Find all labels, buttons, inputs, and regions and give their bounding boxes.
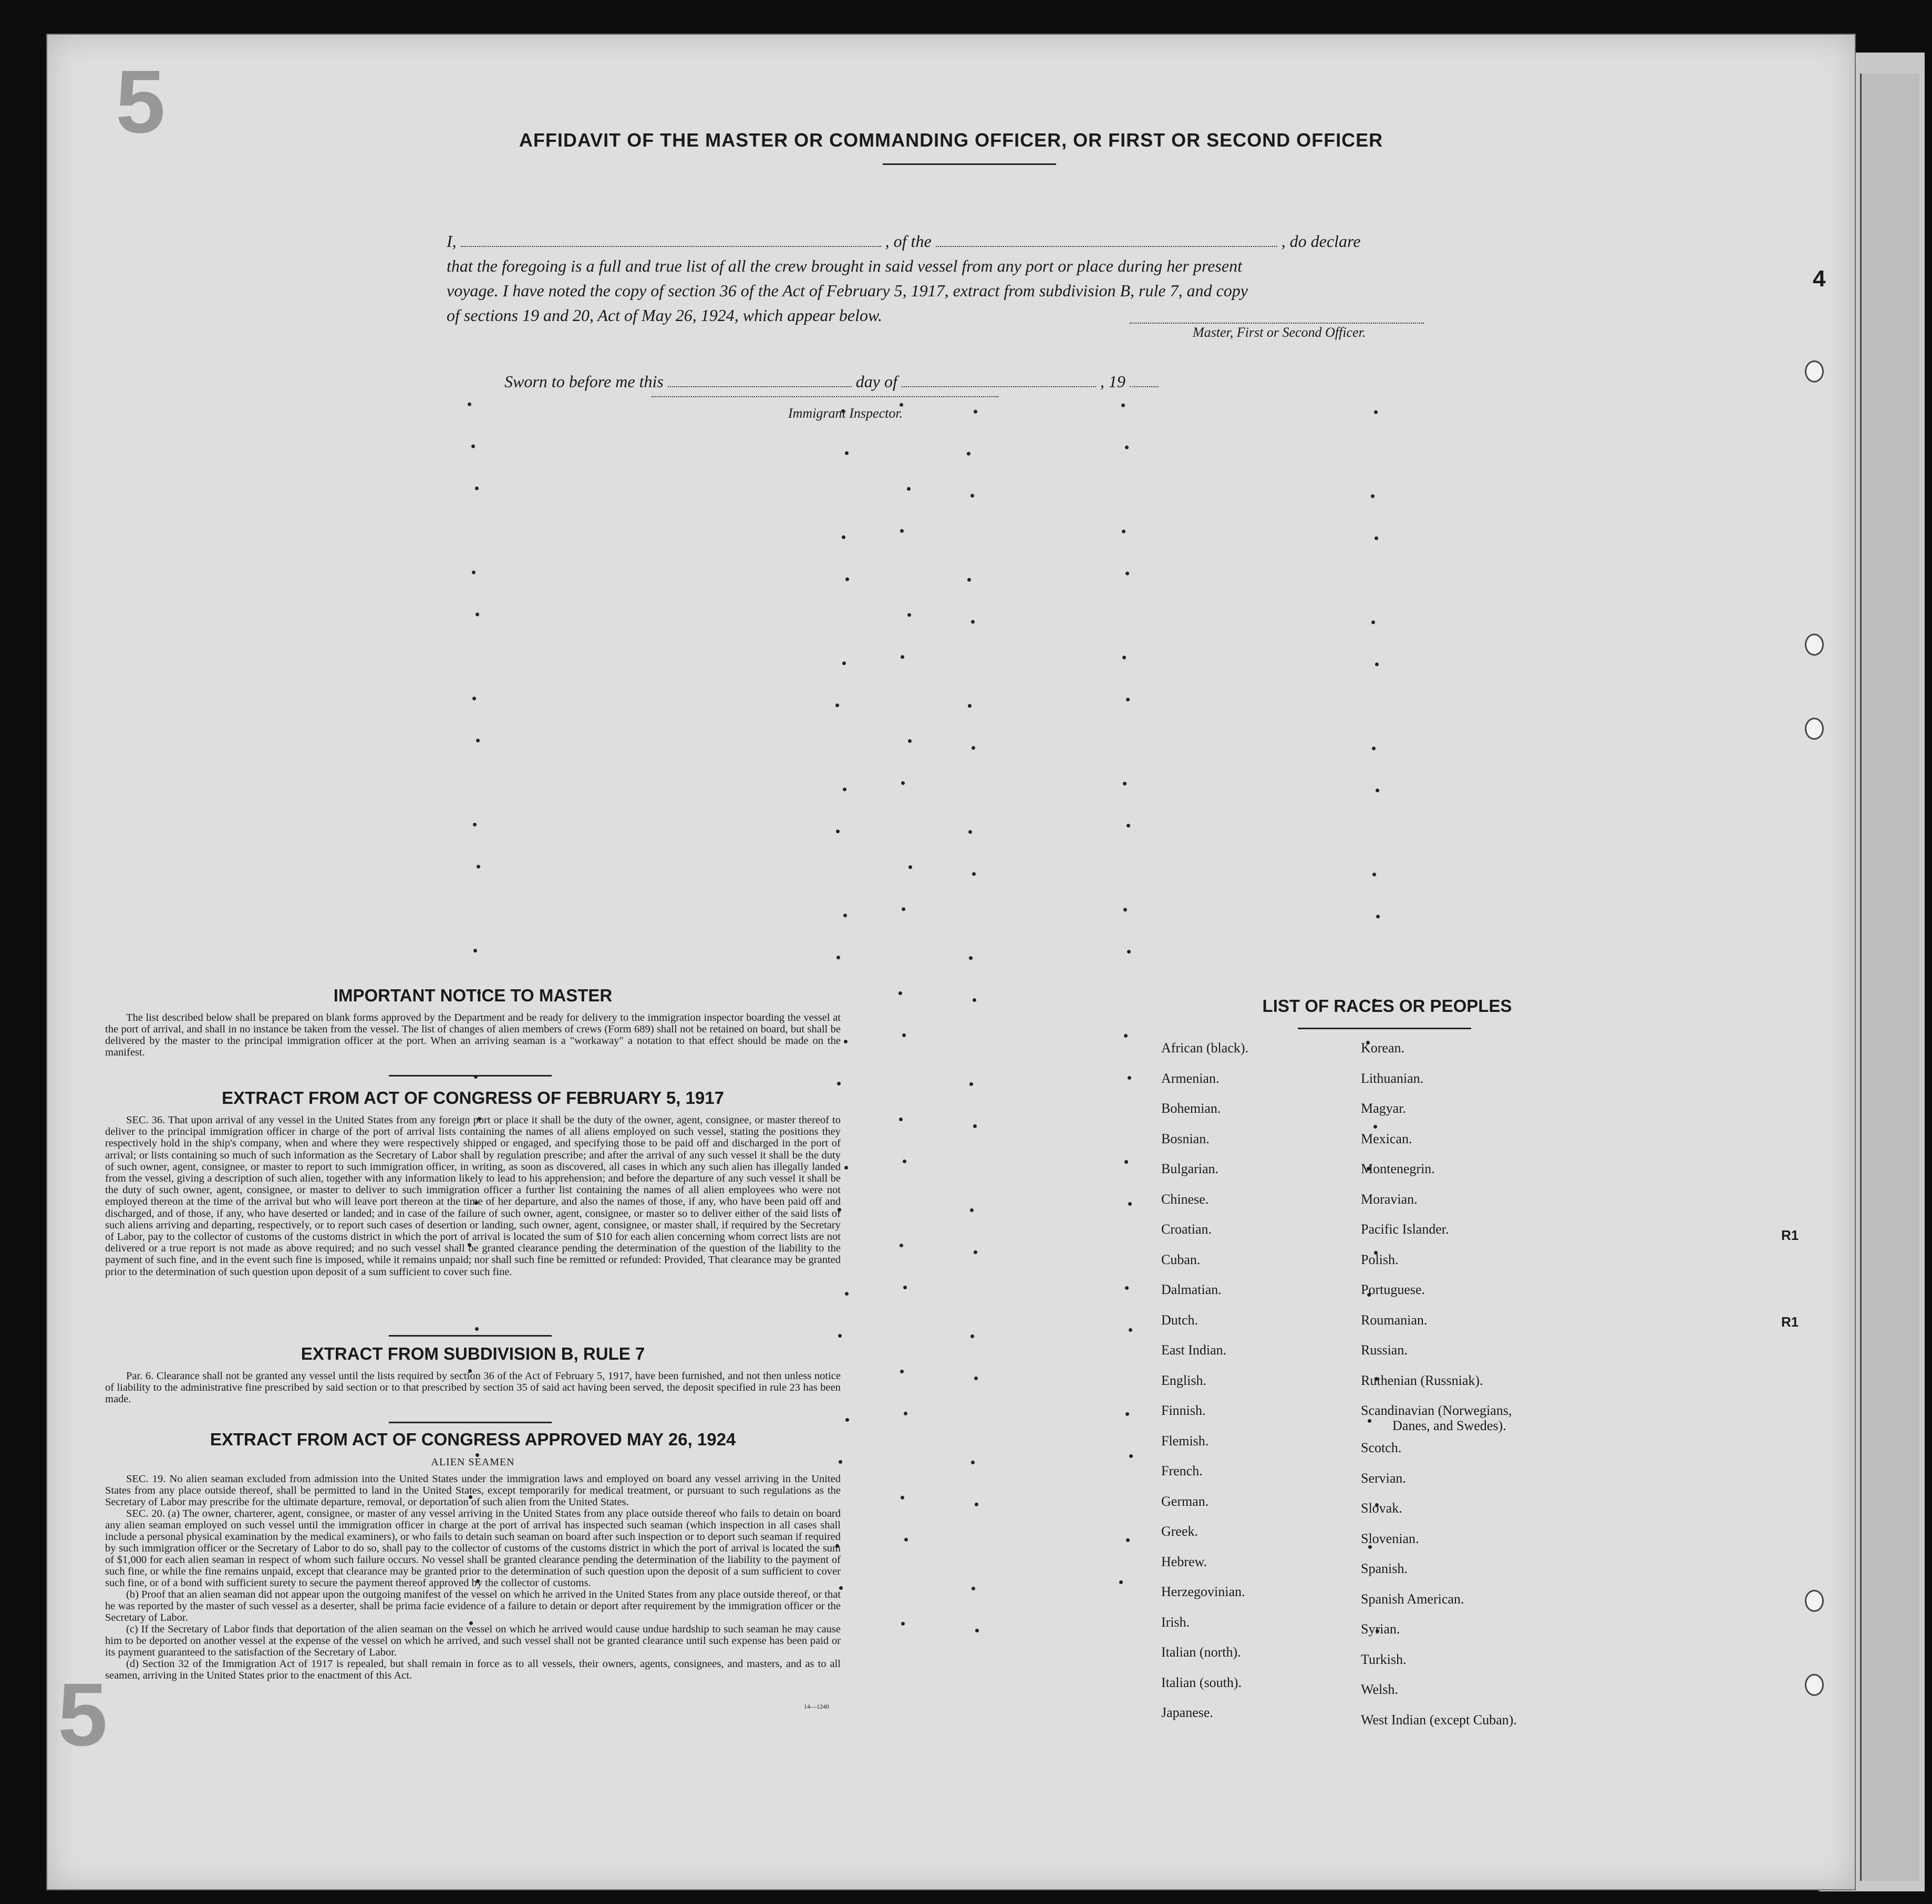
race-item: Irish. [1161,1614,1190,1630]
race-item: Slovak. [1361,1501,1402,1516]
document-sheet [46,34,1856,1890]
ink-dot [901,781,905,785]
race-item: Greek. [1161,1524,1199,1539]
ink-dot [468,402,471,406]
ink-dot [842,661,846,665]
ink-dot [1129,1328,1132,1332]
race-item: Welsh. [1361,1682,1398,1697]
ink-dot [1122,530,1125,533]
ink-dot [899,1117,903,1121]
ink-dot [904,1538,908,1541]
race-item: Ruthenian (Russniak). [1361,1372,1483,1388]
ink-dot [975,1503,978,1506]
ink-dot [1128,1076,1131,1080]
ink-dot [473,949,477,953]
master-signature-label: Master, First or Second Officer. [1193,325,1366,340]
rl-mark-2: R1 [1781,1314,1799,1330]
ink-dot [1126,1538,1130,1542]
name-blank [461,232,881,247]
extract-1924-body [105,1473,841,1681]
race-item: East Indian. [1161,1342,1227,1358]
ink-dot [900,1244,903,1247]
ink-dot [1125,1286,1129,1290]
race-item: Moravian. [1361,1191,1418,1207]
sec19-text: SEC. 19. No alien seaman excluded from admission into the United States under the immigration laws and employed on board any vessel arriving in the United States from any place outside thereof, shall be permitted to land in the United States, except temporarily for medical treatment, or pursuant to such regulations as the Secretary of Labor may prescribe for the ultimate departure, removal, or deportation of such alien from the United States. [105,1473,841,1508]
ink-dot [472,571,476,574]
decl-line-3: voyage. I have noted the copy of section 36 of the Act of February 5, 1917, extract from subdivision B, rule 7, and copy [447,281,1248,300]
notice-body: The list described below shall be prepared on blank forms approved by the Department and be ready for delivery to the immigration inspector boarding the vessel at the port of arrival, and shall in no instance be taken from the vessel. The list of changes of alien members of crews (Form 689) shall not be retained on board, but shall be delivered by the master to the principal immigration officer at the port. When an arriving seaman is a "workaway" a notation to that effect should be made on the manifest. [105,1012,841,1058]
ink-dot [907,613,911,617]
ink-dot [972,1587,975,1590]
ink-dot [1375,536,1378,540]
punch-hole [1805,1590,1824,1612]
race-item: Portuguese. [1361,1282,1425,1297]
rule7-rule [389,1422,552,1423]
ink-dot [908,739,912,743]
rule7-body: Par. 6. Clearance shall not be granted any vessel until the lists required by section 36 of the Act of February 5, 1917, have been furnished, and not then unless notice of liability to the administrative fine prescribed by said section or to that prescribed by section 35 of said act having been served, the deposit specified in rule 23 has been made. [105,1370,841,1405]
ink-dot [843,914,847,917]
ink-dot [1125,446,1129,449]
ink-dot [838,1334,842,1338]
race-item: Bosnian. [1161,1131,1210,1146]
inspector-signature-line [652,396,998,397]
ink-dot [898,991,902,995]
ink-dot [835,703,839,707]
race-item: Slovenian. [1361,1530,1419,1546]
ink-dot [971,1461,975,1464]
ink-dot [837,1082,841,1085]
ink-dot [477,865,480,868]
decl-of-the: , of the [885,232,932,251]
race-item: Korean. [1361,1040,1405,1056]
ink-dot [1372,747,1376,750]
ink-dot [1122,656,1126,659]
race-item: Spanish. [1361,1561,1408,1576]
ink-dot [904,1412,907,1415]
ink-dot [1125,572,1129,575]
punch-hole [1805,634,1824,656]
ink-dot [903,1286,907,1289]
decl-line-2: that the foregoing is a full and true list of all the crew brought in said vessel from any port or place during her present [447,256,1242,275]
race-item: Scandinavian (Norwegians, [1361,1403,1512,1418]
ink-dot [1119,1580,1123,1584]
ink-dot [476,739,480,742]
underlying-page-2 [1860,74,1919,1881]
ink-dot [1128,1202,1132,1206]
punch-hole [1805,1674,1824,1696]
ink-dot [476,613,479,616]
race-item: English. [1161,1372,1206,1388]
race-item: Bohemian. [1161,1101,1221,1116]
race-item: Flemish. [1161,1433,1209,1448]
ink-dot [975,1629,979,1632]
ink-dot [843,788,846,791]
extract-1924-title: EXTRACT FROM ACT OF CONGRESS APPROVED MAY 26, 1924 [210,1430,736,1449]
race-item: Dutch. [1161,1312,1199,1328]
ink-dot [1121,403,1125,407]
race-item: Montenegrin. [1361,1161,1435,1176]
race-item: Scotch. [1361,1440,1402,1455]
race-item: French. [1161,1463,1203,1478]
ink-dot [974,410,977,413]
ink-dot [901,1496,904,1499]
ink-dot [903,1160,906,1163]
race-item: Danes, and Swedes). [1392,1418,1506,1433]
race-item: Italian (south). [1161,1674,1242,1690]
ink-dot [907,487,911,491]
ink-dot [1374,410,1378,414]
page-number-stamp-top: 5 [116,52,166,152]
ink-dot [970,494,974,498]
sworn-line [504,372,1159,391]
decl-do-declare: , do declare [1281,232,1361,251]
ink-dot [971,620,975,624]
rl-mark-1: R1 [1781,1227,1799,1243]
sec20a-text: SEC. 20. (a) The owner, charterer, agent, consignee, or master of any vessel arriving in the United States from any place outside thereof who fails to detain on board any alien seaman employed on such vessel until the immigration officer in charge at the port of arrival has inspected such seaman (which inspection in all cases shall include a personal physical examination by the medical examiners), or who fails to detain such seaman on board after such inspection or to deport such seaman if required by such immigration officer or the Secretary of Labor to do so, shall pay to the collector of customs of the customs district in which the port of arrival is located the sum of $1,000 for each alien seaman in respect of whom such failure occurs. No vessel shall be granted clearance pending the determination of the liability to the payment of such fine, or while the fine remains unpaid, except that clearance may be granted prior to the determination of such question upon the deposit of a sum sufficient to cover such fine, or of a bond with sufficient surety to secure the payment thereof approved by the collector of customs. [105,1508,841,1589]
ink-dot [967,578,971,582]
ink-dot [972,746,975,750]
ink-dot [902,907,905,911]
race-item: Chinese. [1161,1191,1209,1207]
race-item: Lithuanian. [1361,1070,1424,1086]
ink-dot [1376,915,1380,918]
race-item: Japanese. [1161,1705,1213,1720]
ink-dot [845,1418,849,1422]
race-item: Hebrew. [1161,1554,1207,1569]
punch-hole [1805,360,1824,382]
ink-dot [908,865,912,869]
decl-line-4: of sections 19 and 20, Act of May 26, 1924, which appear below. [447,306,882,325]
ink-dot [900,1370,904,1373]
notice-title: IMPORTANT NOTICE TO MASTER [333,986,613,1005]
race-item: West Indian (except Cuban). [1361,1712,1517,1727]
ink-dot [901,1622,905,1626]
extract-1917-title: EXTRACT FROM ACT OF CONGRESS OF FEBRUARY 5, 1917 [222,1088,724,1108]
ink-dot [472,697,476,700]
race-item: Russian. [1361,1342,1408,1358]
race-item: Croatian. [1161,1222,1212,1237]
master-signature-line [1130,323,1424,324]
races-rule [1298,1028,1471,1029]
race-item: German. [1161,1493,1209,1509]
race-item: Finnish. [1161,1403,1206,1418]
ink-dot [845,451,849,455]
ink-dot [900,529,904,533]
sworn-text: Sworn to before me this [504,372,664,391]
extract-1917-body: SEC. 36. That upon arrival of any vessel in the United States from any foreign port or place it shall be the duty of the owner, agent, consignee, or master thereof to deliver to the principal immigration officer in charge of the port of arrival lists containing the names of all aliens employed on such vessel, stating the positions they respectively hold in the ship's company, when and where they were respectively shipped or engaged, and specifying those to be paid off and discharged in the port of arrival; or lists containing so much of such information as the Secretary of Labor shall by regulation prescribe; and after the arrival of any such vessel it shall be the duty of such owner, agent, consignee, or master to report to such immigration officer, in writing, as soon as discovered, all cases in which any such alien has illegally landed from the vessel, giving a description of such alien, together with any information likely to lead to his apprehension; and before the departure of any such vessel it shall be the duty of such owner, agent, consignee, or master to deliver to such immigration officer a further list containing the names of all alien employees who were not employed thereon at the time of the arrival but who will leave port thereon at the time of her departure, and also the names of those, if any, who have been paid off and discharged, and of those, if any, who have deserted or landed; and in case of the failure of such owner, agent, consignee, or master so to deliver either of the said lists of such aliens arriving and departing, respectively, or to report such cases of desertion or landing, such owner, agent, consignee, or master shall, if required by the Secretary of Labor, pay to the collector of customs of the customs district in which the port of arrival is located the sum of $10 for each alien concerning whom correct lists are not delivered or a true report is not made as above required; and no such vessel shall be granted clearance pending the determination of the question of the liability to the payment of such fine, and in the event such fine is imposed, while it remains unpaid; nor shall such fine be remitted or refunded: Provided, That clearance may be granted prior to the determination of such question upon deposit of a sum sufficient to cover such fine. [105,1114,841,1278]
ink-dot [902,1033,906,1037]
ink-dot [970,1208,974,1212]
sec20d-text: (d) Section 32 of the Immigration Act of 1917 is repealed, but shall remain in force as to all vessels, their owners, agents, consignees, and masters, and as to all seamen, arriving in the United States prior to the enactment of this Act. [105,1658,841,1681]
ink-dot [1123,782,1127,785]
ink-dot [1127,950,1131,954]
race-item: Bulgarian. [1161,1161,1219,1176]
title-rule [883,163,1056,165]
race-item: Pacific Islander. [1361,1222,1449,1237]
alien-seamen-subhead: ALIEN SEAMEN [431,1456,515,1468]
ink-dot [844,1166,848,1170]
race-item: Italian (north). [1161,1644,1241,1660]
ink-dot [471,444,475,448]
ink-dot [1371,620,1375,624]
ink-dot [972,872,976,876]
race-item: Herzegovinian. [1161,1584,1245,1599]
sworn-day-blank [668,372,852,387]
ink-dot [1371,494,1375,498]
ink-dot [1124,1034,1128,1038]
races-right-column [1361,1033,1517,1735]
race-item: Servian. [1361,1470,1406,1486]
ink-dot [844,1040,848,1043]
ink-dot [1124,1160,1128,1164]
ink-dot [1127,824,1130,827]
ink-dot [1372,873,1376,876]
ink-dot [1123,908,1127,912]
sworn-year: , 19 [1100,372,1125,391]
sec20c-text: (c) If the Secretary of Labor finds that deportation of the alien seaman on the vessel on which he arrived would cause undue hardship to such seaman he may cause him to be deported on another vessel at the expense of the vessel on which he arrived, and such vessel shall not be granted clearance until such expense has been paid or its payment guaranteed to the satisfaction of the Secretary of Labor. [105,1623,841,1658]
ink-dot [970,1334,974,1338]
ink-dot [1125,1412,1129,1416]
ink-dot [845,577,849,581]
sec20b-text: (b) Proof that an alien seaman did not appear upon the outgoing manifest of the vessel on which he arrived in the United States from any place outside thereof, or that he was reported by the master of such vessel as a deserter, shall be prima facie evidence of a failure to detain or deport after requirement by the immigration officer or the Secretary of Labor. [105,1589,841,1623]
race-item: African (black). [1161,1040,1249,1056]
race-item: Cuban. [1161,1251,1201,1267]
ink-dot [969,1082,973,1086]
ink-dot [1376,789,1379,792]
race-item: Mexican. [1361,1131,1412,1146]
sworn-year-blank [1130,372,1159,387]
right-margin-number: 4 [1813,266,1826,292]
ink-dot [974,1377,978,1380]
race-item: Syrian. [1361,1621,1400,1637]
races-title: LIST OF RACES OR PEOPLES [1262,996,1512,1016]
affidavit-title: AFFIDAVIT OF THE MASTER OR COMMANDING OFFICER, OR FIRST OR SECOND OFFICER [519,129,1383,151]
rule7-title: EXTRACT FROM SUBDIVISION B, RULE 7 [301,1344,645,1363]
ink-dot [836,830,840,833]
race-item: Dalmatian. [1161,1282,1222,1297]
ink-dot [969,956,973,960]
ink-dot [967,452,970,456]
race-item: Spanish American. [1361,1591,1464,1607]
races-left-column [1161,1033,1248,1728]
sworn-day-of: day of [855,372,897,391]
ink-dot [1126,698,1130,701]
ink-dot [473,823,477,826]
ink-dot [1375,663,1379,666]
ink-dot [475,487,479,490]
ink-dot [973,1124,977,1128]
ink-dot [845,1292,849,1296]
inspector-label: Immigrant Inspector. [788,406,903,421]
decl-i: I, [447,232,457,251]
declaration-text [447,229,1508,328]
ink-dot [1129,1454,1133,1458]
race-item: Roumanian. [1361,1312,1428,1328]
ink-dot [974,1250,977,1254]
ink-dot [901,655,904,659]
punch-hole [1805,718,1824,740]
ink-dot [842,535,845,539]
race-item: Magyar. [1361,1101,1406,1116]
vessel-blank [936,232,1277,247]
ink-dot [968,704,972,708]
form-number: 14—1240 [804,1703,829,1710]
ink-dot [968,830,972,834]
race-item: Armenian. [1161,1070,1220,1086]
extract-1917-rule [389,1335,552,1337]
race-item: Polish. [1361,1251,1399,1267]
ink-dot [836,956,840,959]
sworn-month-blank [902,372,1096,387]
notice-rule [389,1075,552,1077]
page-number-stamp-bottom: 5 [58,1665,108,1765]
ink-dot [973,998,976,1002]
ink-dot [475,1327,479,1331]
race-item: Turkish. [1361,1651,1407,1667]
